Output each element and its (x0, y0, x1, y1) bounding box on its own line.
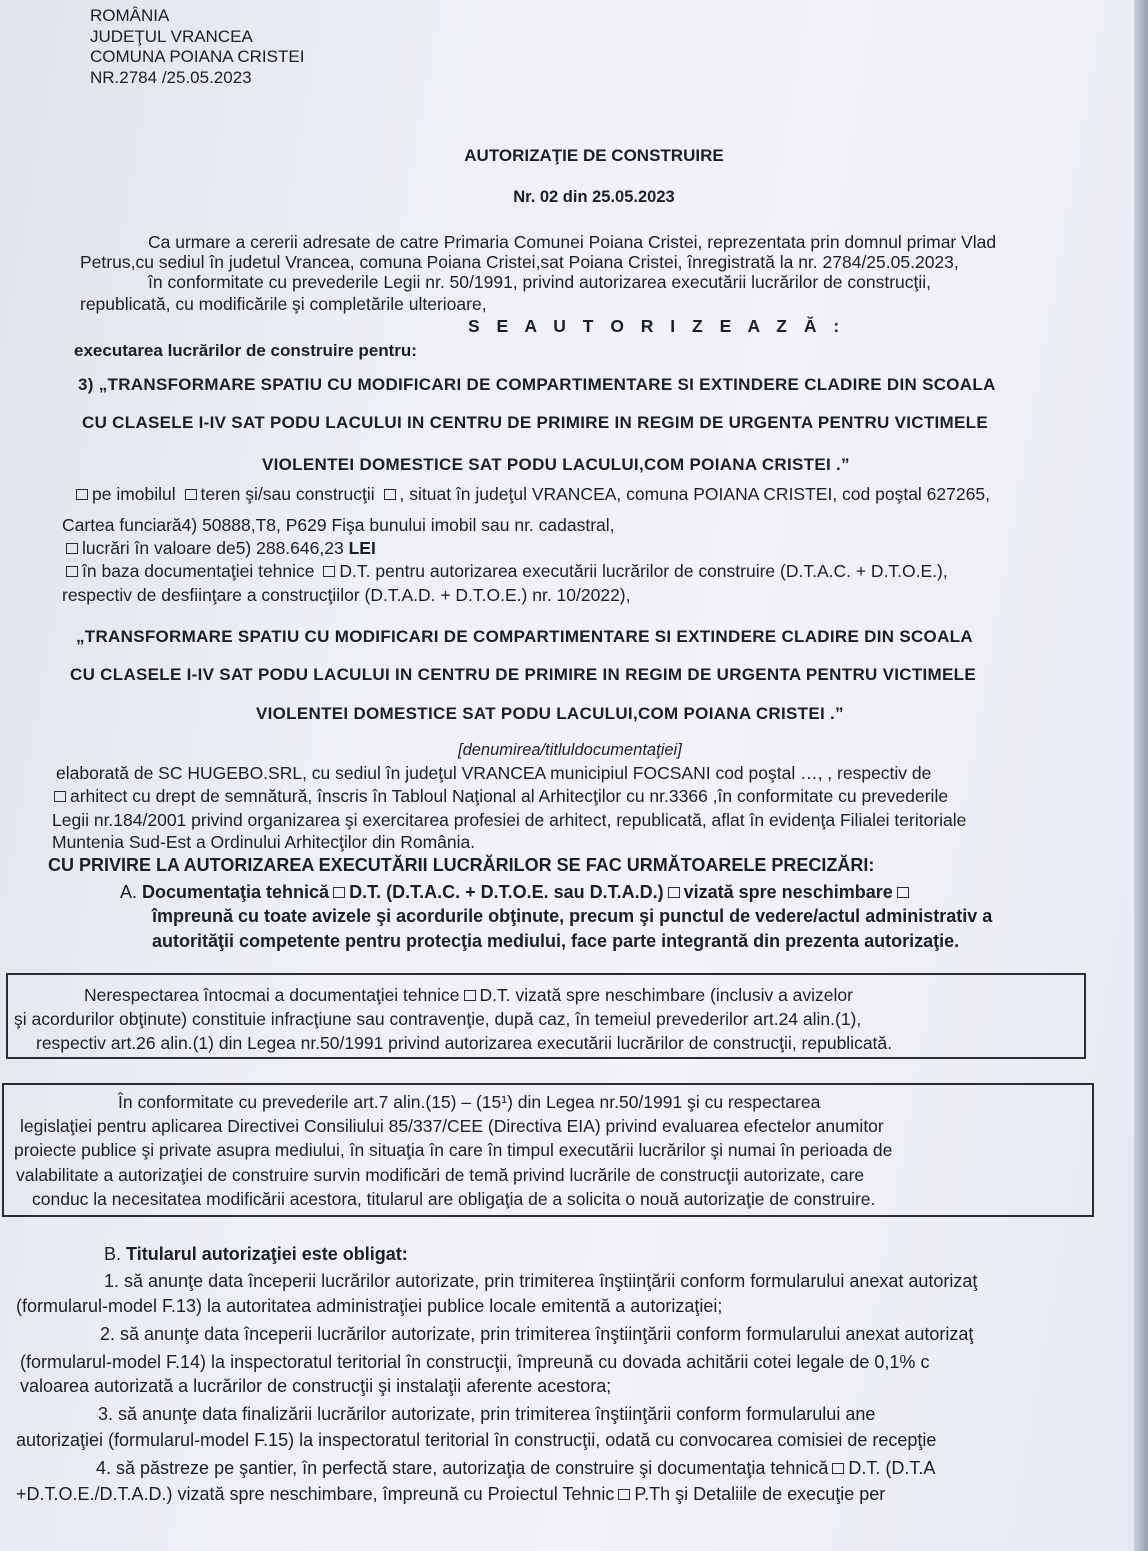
precizari-heading: CU PRIVIRE LA AUTORIZAREA EXECUTĂRII LUCRĂRILOR SE FAC URMĂTOARELE PRECIZĂRI: (48, 855, 875, 875)
conformity-box (2, 1083, 1094, 1217)
section-a-line-2: împreună cu toate avizele şi acordurile obţinute, precum şi punctul de vedere/actul administrativ a (152, 906, 993, 926)
checkbox-icon (66, 543, 78, 554)
obligation-2-line-2: (formularul-model F.14) la inspectoratul teritorial în construcţii, împreună cu dovada achitării cotei legale de 0,1% c (20, 1352, 930, 1372)
header-commune: COMUNA POIANA CRISTEI (90, 47, 305, 66)
checkbox-icon (668, 887, 680, 898)
elaborata-line-1: elaborată de SC HUGEBO.SRL, cu sediul în judeţul VRANCEA municipiul FOCSANI cod poştal …, , respectiv de (56, 763, 932, 783)
project-title-2-line-2: CU CLASELE I-IV SAT PODU LACULUI IN CENTRU DE PRIMIRE IN REGIM DE URGENTA PENTRU VICTIMELE (70, 665, 976, 684)
checkbox-icon (54, 791, 66, 802)
checkbox-icon (464, 990, 476, 1001)
details-line-4: în baza documentaţiei tehnice D.T. pentru autorizarea executării lucrărilor de construire (D.T.A.C. + D.T.O.E.), (62, 561, 948, 582)
obligation-2-line-3: valoarea autorizată a lucrărilor de construcţii şi instalaţii aferente acestora; (20, 1376, 612, 1396)
header-reg-number: NR.2784 /25.05.2023 (90, 68, 252, 87)
warning-line-1: Nerespectarea întocmai a documentaţiei tehnice D.T. vizată spre neschimbare (inclusiv a avizelor (84, 985, 853, 1005)
obligation-4-line-2: +D.T.O.E./D.T.A.D.) vizată spre neschimbare, împreună cu Proiectul Tehnic P.Th şi Detaliile de execuţie per (16, 1484, 886, 1504)
details-line-5: respectiv de desfiinţare a construcţiilor (D.T.A.D. + D.T.O.E.) nr. 10/2022), (62, 585, 631, 605)
obligation-4-line-1: 4. să păstreze pe şantier, în perfectă stare, autorizaţia de construire şi documentaţia tehnică D.T. (D.T.A (96, 1458, 936, 1478)
conformity-line-4: valabilitate a autorizaţiei de construire survin modificări de temă privind lucrările de construcţii autorizate, care (16, 1165, 865, 1185)
details-line-2: Cartea funciară4) 50888,T8, P629 Fişa bunului imobil sau nr. cadastral, (62, 515, 615, 535)
checkbox-icon (323, 566, 335, 577)
checkbox-icon (384, 489, 396, 500)
checkbox-icon (76, 489, 88, 500)
conformity-line-3: proiecte publice şi private asupra mediului, în situaţia în care în timpul executării lucrărilor şi numai în perioada de (14, 1140, 893, 1160)
checkbox-icon (618, 1489, 630, 1500)
conformity-line-1: În conformitate cu prevederile art.7 alin.(15) – (15¹) din Legea nr.50/1991 şi cu respectarea (118, 1092, 821, 1112)
executarea-heading: executarea lucrărilor de construire pentru: (74, 341, 417, 360)
document-number: Nr. 02 din 25.05.2023 (513, 188, 675, 206)
conformity-line-5: conduc la necesitatea modificării acestora, titularul are obligaţia de a solicita o nouă autorizaţie de construire. (32, 1189, 876, 1209)
project-title-1-line-3: VIOLENTEI DOMESTICE SAT PODU LACULUI,COM POIANA CRISTEI .” (262, 455, 850, 474)
elaborata-line-2: arhitect cu drept de semnătură, înscris în Tabloul Naţional al Arhitecţilor cu nr.3366 ,în conformitate cu prevederile (50, 786, 948, 807)
obligation-2-line-1: 2. să anunţe data începerii lucrărilor autorizate, prin trimiterea înştiinţării conform formularului anexat autorizaţ (100, 1324, 974, 1344)
obligation-1-line-1: 1. să anunţe data începerii lucrărilor autorizate, prin trimiterea înştiinţării conform formularului anexat autorizaţ (104, 1271, 978, 1291)
header-county: JUDEŢUL VRANCEA (90, 27, 253, 46)
warning-box (6, 973, 1086, 1059)
obligation-3-line-2: autorizaţiei (formularul-model F.15) la inspectoratul teritorial în construcţii, odată cu convocarea comisiei de recepţie (16, 1430, 937, 1450)
project-title-1-line-1: 3) „TRANSFORMARE SPATIU CU MODIFICARI DE COMPARTIMENTARE SI EXTINDERE CLADIRE DIN SCOALA (78, 375, 996, 394)
checkbox-icon (66, 566, 78, 577)
checkbox-icon (333, 887, 345, 898)
documentation-title-note: [denumirea/titluldocumentaţiei] (458, 741, 682, 759)
checkbox-icon (185, 489, 197, 500)
project-title-2-line-1: „TRANSFORMARE SPATIU CU MODIFICARI DE COMPARTIMENTARE SI EXTINDERE CLADIRE DIN SCOALA (76, 627, 973, 646)
header-country: ROMÂNIA (90, 6, 170, 25)
details-line-1: pe imobilul teren şi/sau construcţii , situat în judeţul VRANCEA, comuna POIANA CRISTEI, cod poştal 627265, (72, 484, 990, 505)
checkbox-icon (832, 1463, 844, 1474)
section-b-heading: B. Titularul autorizaţiei este obligat: (104, 1244, 408, 1264)
details-line-3: lucrări în valoare de5) 288.646,23 LEI (62, 538, 376, 559)
page-edge (1134, 0, 1148, 1551)
warning-line-3: respectiv art.26 alin.(1) din Legea nr.50/1991 privind autorizarea executării lucrărilor de construcţii, republicată. (36, 1033, 893, 1053)
document-title: AUTORIZAŢIE DE CONSTRUIRE (464, 146, 724, 165)
obligation-3-line-1: 3. să anunţe data finalizării lucrărilor autorizate, prin trimiterea înştiinţării conform formularului ane (98, 1404, 876, 1424)
intro-line-4: republicată, cu modificările şi completările ulterioare, (80, 294, 487, 314)
intro-line-1: Ca urmare a cererii adresate de catre Primaria Comunei Poiana Cristei, reprezentata prin domnul primar Vlad (148, 232, 997, 252)
section-a: A. Documentaţia tehnică D.T. (D.T.A.C. + D.T.O.E. sau D.T.A.D.) vizată spre neschimbare (120, 882, 913, 903)
obligation-1-line-2: (formularul-model F.13) la autoritatea administraţiei publice locale emitentă a autorizaţiei; (16, 1296, 723, 1316)
intro-line-3: în conformitate cu prevederile Legii nr. 50/1991, privind autorizarea executării lucrărilor de construcţii, (148, 272, 932, 292)
section-a-line-3: autorităţii competente pentru protecţia mediului, face parte integrantă din prezenta autorizaţie. (152, 931, 960, 951)
se-autorizeaza: S E A U T O R I Z E A Z Ă : (468, 316, 846, 336)
project-title-2-line-3: VIOLENTEI DOMESTICE SAT PODU LACULUI,COM POIANA CRISTEI .” (256, 704, 844, 723)
elaborata-line-4: Muntenia Sud-Est a Ordinului Arhitecţilor din România. (52, 832, 476, 852)
warning-line-2: şi acordurilor obţinute) constituie infracţiune sau contravenţie, după caz, în temeiul prevederilor art.24 alin.(1), (14, 1009, 862, 1029)
intro-line-2: Petrus,cu sediul în judetul Vrancea, comuna Poiana Cristei,sat Poiana Cristei, înregistrată la nr. 2784/25.05.2023, (80, 252, 959, 272)
checkbox-icon (897, 887, 909, 898)
conformity-line-2: legislaţiei pentru aplicarea Directivei Consiliului 85/337/CEE (Directiva EIA) privind evaluarea efectelor anumitor (20, 1116, 884, 1136)
elaborata-line-3: Legii nr.184/2001 privind organizarea şi exercitarea profesiei de arhitect, republicată, aflat în evidenţa Filialei teritoriale (52, 810, 967, 830)
project-title-1-line-2: CU CLASELE I-IV SAT PODU LACULUI IN CENTRU DE PRIMIRE IN REGIM DE URGENTA PENTRU VICTIMELE (82, 413, 988, 432)
